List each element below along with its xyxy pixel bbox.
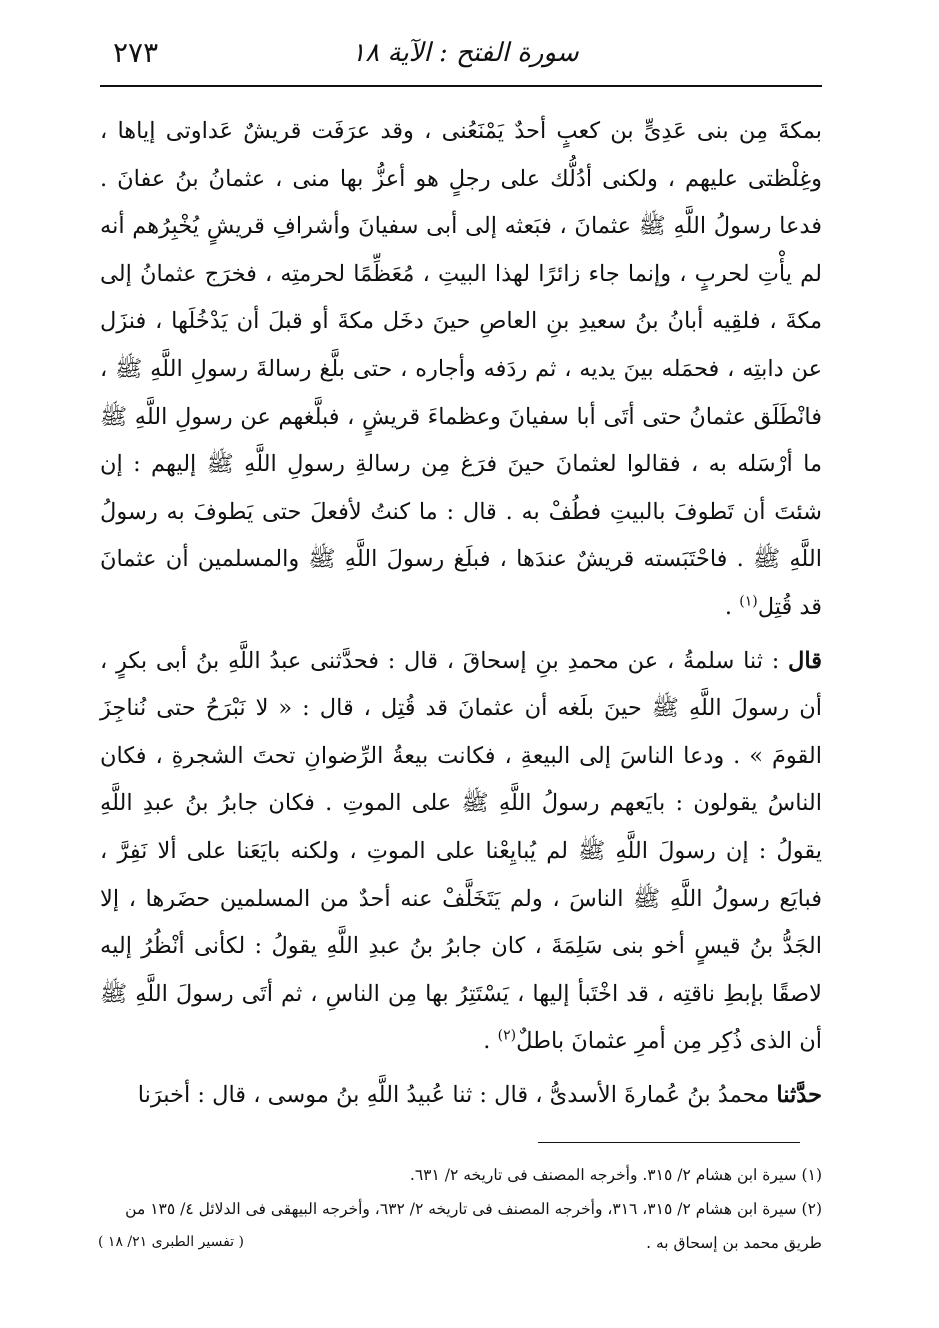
footnote-rule xyxy=(538,1142,800,1143)
series-tag: ( تفسير الطبرى ٢١/ ١٨ ) xyxy=(98,1234,244,1250)
footnote-ref-2[interactable]: (٢) xyxy=(497,1027,517,1044)
paragraph-3-lead: حدَّثنا xyxy=(776,1081,822,1108)
paragraph-1 xyxy=(100,108,822,632)
footnote-ref-1[interactable]: (١) xyxy=(739,593,758,610)
page-number: ٢٧٣ xyxy=(113,36,159,69)
paragraph-1-text: بمكةَ مِن بنى عَدِىٍّ بن كعبٍ أحدٌ يَمْنَعُنى ، وقد عرَفَت قريشٌ عَداوتى إياها ، وغِلْظتى عليهم ، ولكنى أدُلُّك على رجلٍ هو أعزُّ بها منى ، عثمانُ بنُ عفانَ . فدعا رسولُ اللَّهِ ﷺ عثمانَ ، فبَعثه إلى أبى سفيانَ وأشرافِ قريشٍ يُخْبِرُهم أنه لم يأْتِ لحربٍ ، وإنما جاء زائرًا لهذا البيتِ ، مُعَظِّمًا لحرمتِه ، فخرَج عثمانُ إلى مكةَ ، فلقِيه أبانُ بنُ سعيدِ بنِ العاصِ حينَ دخَل مكةَ أو قبلَ أن يَدْخُلَها ، فنزَل عن دابتِه ، فحمَله بينَ يديه ، ثم ردَفه وأجاره ، حتى بلَّغ رسالةَ رسولِ اللَّهِ ﷺ ، فانْطَلَق عثمانُ حتى أتَى أبا سفيانَ وعظماءَ قريشٍ ، فبلَّغهم عن رسولِ اللَّهِ ﷺ ما أرْسَله به ، فقالوا لعثمانَ حينَ فرَغ مِن رسالةِ رسولِ اللَّهِ ﷺ إليهم : إن شئتَ أن تَطوفَ بالبيتِ فطُفْ به . قال : ما كنتُ لأفعلَ حتى يَطوفَ به رسولُ اللَّهِ ﷺ . فاحْتَبَسته قريشٌ عندَها ، فبلَغ رسولَ اللَّهِ ﷺ والمسلمين أن عثمانَ قد قُتِل xyxy=(100,118,822,620)
page-header xyxy=(105,28,825,84)
paragraph-2-lead: قال xyxy=(788,647,822,674)
footnote-1: (١) سيرة ابن هشام ٢/ ٣١٥. وأخرجه المصنف فى تاريخه ٢/ ٦٣١. xyxy=(409,1166,822,1184)
header-rule xyxy=(100,85,822,87)
paragraph-1-end: . xyxy=(724,593,740,620)
paragraph-3-text: محمدُ بنُ عُمارةَ الأسدىُّ ، قال : ثنا عُبيدُ اللَّهِ بنُ موسى ، قال : أخبرَنا xyxy=(137,1081,777,1108)
main-text xyxy=(100,108,822,1119)
paragraph-2-end: . xyxy=(483,1028,498,1055)
paragraph-2-text: : ثنا سلمةُ ، عن محمدِ بنِ إسحاقَ ، قال : فحدَّثنى عبدُ اللَّهِ بنُ أبى بكرٍ ، أن رسولَ اللَّهِ ﷺ حينَ بلَغه أن عثمانَ قد قُتِل ، قال : « لا نَبْرَحُ حتى نُناجِزَ القومَ » . ودعا الناسَ إلى البيعةِ ، فكانت بيعةُ الرِّضوانِ تحتَ الشجرةِ ، فكان الناسُ يقولون : بايَعهم رسولُ اللَّهِ ﷺ على الموتِ . فكان جابرُ بنُ عبدِ اللَّهِ يقولُ : إن رسولَ اللَّهِ ﷺ لم يُبايِعْنا على الموتِ ، ولكنه بايَعَنا على ألا نَفِرَّ ، فبايَع رسولُ اللَّهِ ﷺ الناسَ ، ولم يَتَخَلَّفْ عنه أحدٌ من المسلمين حضَرها ، إلا الجَدُّ بنُ قيسٍ أخو بنى سَلِمَةَ ، كان جابرُ بنُ عبدِ اللَّهِ يقولُ : لكأنى أنْظُرُ إليه لاصقًا بإبطِ ناقتِه ، قد اخْتَبأ إليها ، يَسْتَتِرُ بها مِن الناسِ ، ثم أتَى رسولَ اللَّهِ ﷺ أن الذى ذُكِر مِن أمرِ عثمانَ باطلٌ xyxy=(100,647,822,1055)
paragraph-3 xyxy=(100,1072,822,1120)
footnote-2: (٢) سيرة ابن هشام ٢/ ٣١٥، ٣١٦، وأخرجه المصنف فى تاريخه ٢/ ٦٣٢، وأخرجه البيهقى فى الدلائل ٤/ ١٣٥ من طريق محمد بن إسحاق به . xyxy=(125,1200,822,1252)
running-title: سورة الفتح : الآية ١٨ xyxy=(351,38,579,68)
paragraph-2 xyxy=(100,638,822,1066)
